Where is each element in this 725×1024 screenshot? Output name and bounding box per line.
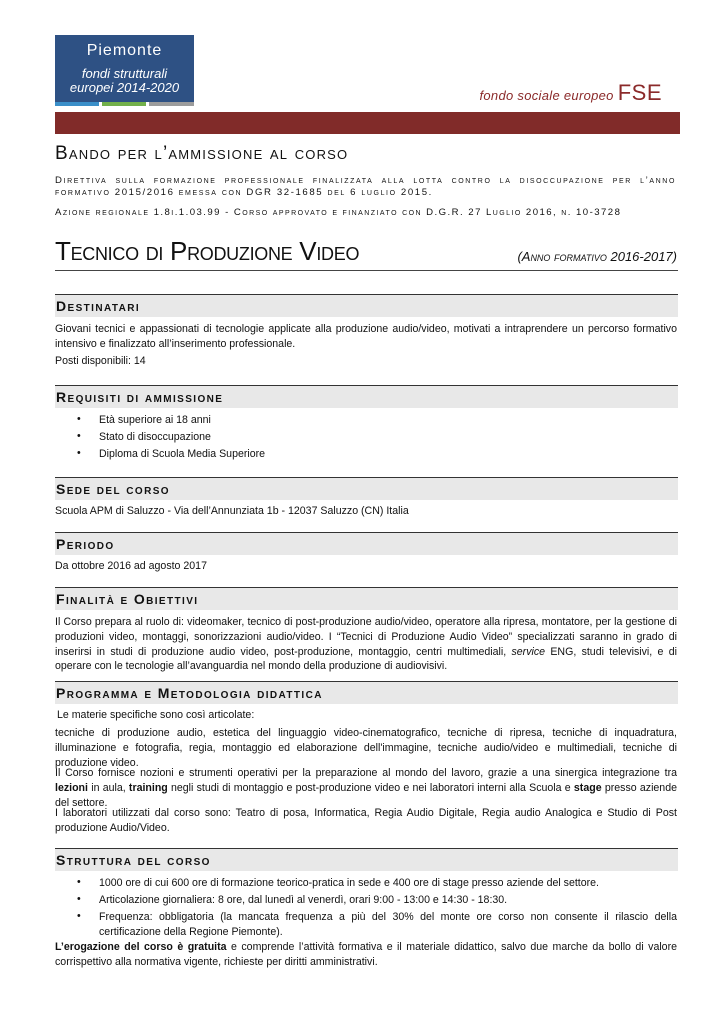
course-year: (Anno formativo 2016-2017)	[517, 249, 677, 264]
fse-acronym: FSE	[617, 80, 662, 105]
logo-line-1: fondi strutturali	[81, 66, 168, 81]
requisito-item: Stato di disoccupazione	[99, 431, 211, 443]
requisito-item: Diploma di Scuola Media Superiore	[99, 448, 266, 460]
section-heading: Finalità e Obiettivi	[56, 591, 199, 607]
programma-bold: lezioni	[55, 781, 88, 794]
fse-logo	[479, 80, 662, 106]
struttura-final	[55, 940, 677, 970]
section-heading: Destinatari	[56, 298, 141, 314]
finalita-text-part: Il Corso prepara al ruolo di: videomaker, tecnico di post-produzione audio/video, operatore alla ripresa, montatore, per la gestione di produzioni video, montaggi, sonorizzazioni audio/video. I “Tecnici di Produzione Audio Video” specializzati saranno in grado di inserirsi in studi di produzione audio video, post-produzione, montaggio, centri multimediali,	[55, 616, 677, 658]
struttura-final-text: e comprende l’attività formativa e il materiale didattico, salvo due marche da bollo di valore corrispettivo alla normativa vigente, richieste per diritti amministrativi.	[55, 941, 677, 968]
section-sede	[55, 477, 678, 500]
section-heading: Sede del corso	[56, 481, 170, 497]
struttura-item: Articolazione giornaliera: 8 ore, dal lunedì al venerdì, orari 9:00 - 13:00 e 14:30 - 18:30.	[99, 894, 508, 906]
gratuita-bold: L’erogazione del corso è gratuita	[55, 941, 227, 953]
section-finalita	[55, 587, 678, 610]
bullet-icon: •	[77, 430, 81, 442]
fse-caption: fondo sociale europeo	[479, 88, 614, 103]
logo-color-stripes	[55, 102, 194, 106]
header-band	[55, 112, 680, 134]
section-heading: Struttura del corso	[56, 852, 211, 868]
programma-text-part: in aula,	[87, 781, 129, 794]
requisito-item: Età superiore ai 18 anni	[99, 414, 211, 426]
programma-bold: training	[128, 781, 168, 794]
logo-stripe	[149, 102, 194, 106]
finalita-text-part: ENG, studi televisivi, e di operare con le tecnologie all’avanguardia nel mondo della produzione di audiovisivi.	[55, 645, 677, 673]
programma-materie: tecniche di produzione audio, estetica del linguaggio video-cinematografico, tecniche di ripresa, tecniche di inquadratura, illuminazione e fotografia, regia, montaggio ed elaborazione dell'immagine, tecniche audio/video e multimediali, tecniche di produzione video.	[55, 727, 677, 769]
bullet-icon: •	[77, 447, 81, 459]
section-destinatari	[55, 294, 678, 317]
programma-text-part: Il Corso fornisce nozioni e strumenti operativi per la preparazione al mondo del lavoro, grazie a una sinergica integrazione tra	[55, 767, 677, 779]
bando-title: Bando per l’ammissione al corso	[55, 143, 349, 164]
section-struttura	[55, 848, 678, 871]
logo-line-2: europei 2014-2020	[69, 80, 180, 95]
logo-region: Piemonte	[86, 42, 163, 59]
programma-bold: stage	[573, 781, 602, 794]
logo-stripe	[55, 102, 99, 106]
programma-text-part: presso aziende del settore.	[55, 781, 677, 809]
azione-line: Azione regionale 1.8i.1.03.99 - Corso approvato e finanziato con D.G.R. 27 Luglio 2016, n. 10-3728	[55, 207, 622, 218]
section-requisiti	[55, 385, 678, 408]
section-heading: Periodo	[56, 536, 115, 552]
finalita-text	[55, 615, 677, 674]
directive-line-2: formativo 2015/2016 emessa con DGR 32-1685 del 6 luglio 2015.	[55, 187, 433, 198]
programma-text-part: negli studi di montaggio e post-produzione video e nei laboratori interni alla Scuola e	[167, 781, 574, 794]
periodo-text: Da ottobre 2016 ad agosto 2017	[55, 560, 207, 572]
posti-disponibili: Posti disponibili: 14	[55, 355, 146, 367]
bullet-icon: •	[77, 910, 81, 922]
programma-intro: Le materie specifiche sono così articolate:	[57, 709, 255, 721]
programma-paragraph	[55, 766, 677, 810]
piemonte-fondi-strutturali-logo	[55, 35, 194, 102]
struttura-item: Frequenza: obbligatoria (la mancata frequenza a più del 30% del monte ore corso non consente il rilascio della certificazione della Regione Piemonte).	[99, 911, 677, 938]
course-title: Tecnico di Produzione Video	[55, 236, 360, 266]
programma-laboratori: I laboratori utilizzati dal corso sono: Teatro di posa, Informatica, Regia Audio Digitale, Regia audio Analogica e Studio di Post produzione Audio/Video.	[55, 807, 677, 834]
logo-stripe	[102, 102, 146, 106]
finalita-italic: service	[511, 645, 546, 658]
destinatari-text: Giovani tecnici e appassionati di tecnologie applicate alla produzione audio/video, motivati a intraprendere un percorso formativo intensivo e finalizzato all’inserimento professionale.	[55, 323, 677, 350]
bullet-icon: •	[77, 876, 81, 888]
title-rule	[55, 270, 678, 271]
section-heading: Programma e Metodologia didattica	[56, 685, 323, 701]
bullet-icon: •	[77, 893, 81, 905]
section-programma	[55, 681, 678, 704]
struttura-item: 1000 ore di cui 600 ore di formazione teorico-pratica in sede e 400 ore di stage presso aziende del settore.	[99, 877, 599, 889]
section-periodo	[55, 532, 678, 555]
directive-line-1: Direttiva sulla formazione professionale finalizzata alla lotta contro la disoccupazione per l’anno	[55, 175, 676, 186]
section-heading: Requisiti di ammissione	[56, 389, 224, 405]
sede-text: Scuola APM di Saluzzo - Via dell’Annunziata 1b - 12037 Saluzzo (CN) Italia	[55, 505, 409, 517]
bullet-icon: •	[77, 413, 81, 425]
